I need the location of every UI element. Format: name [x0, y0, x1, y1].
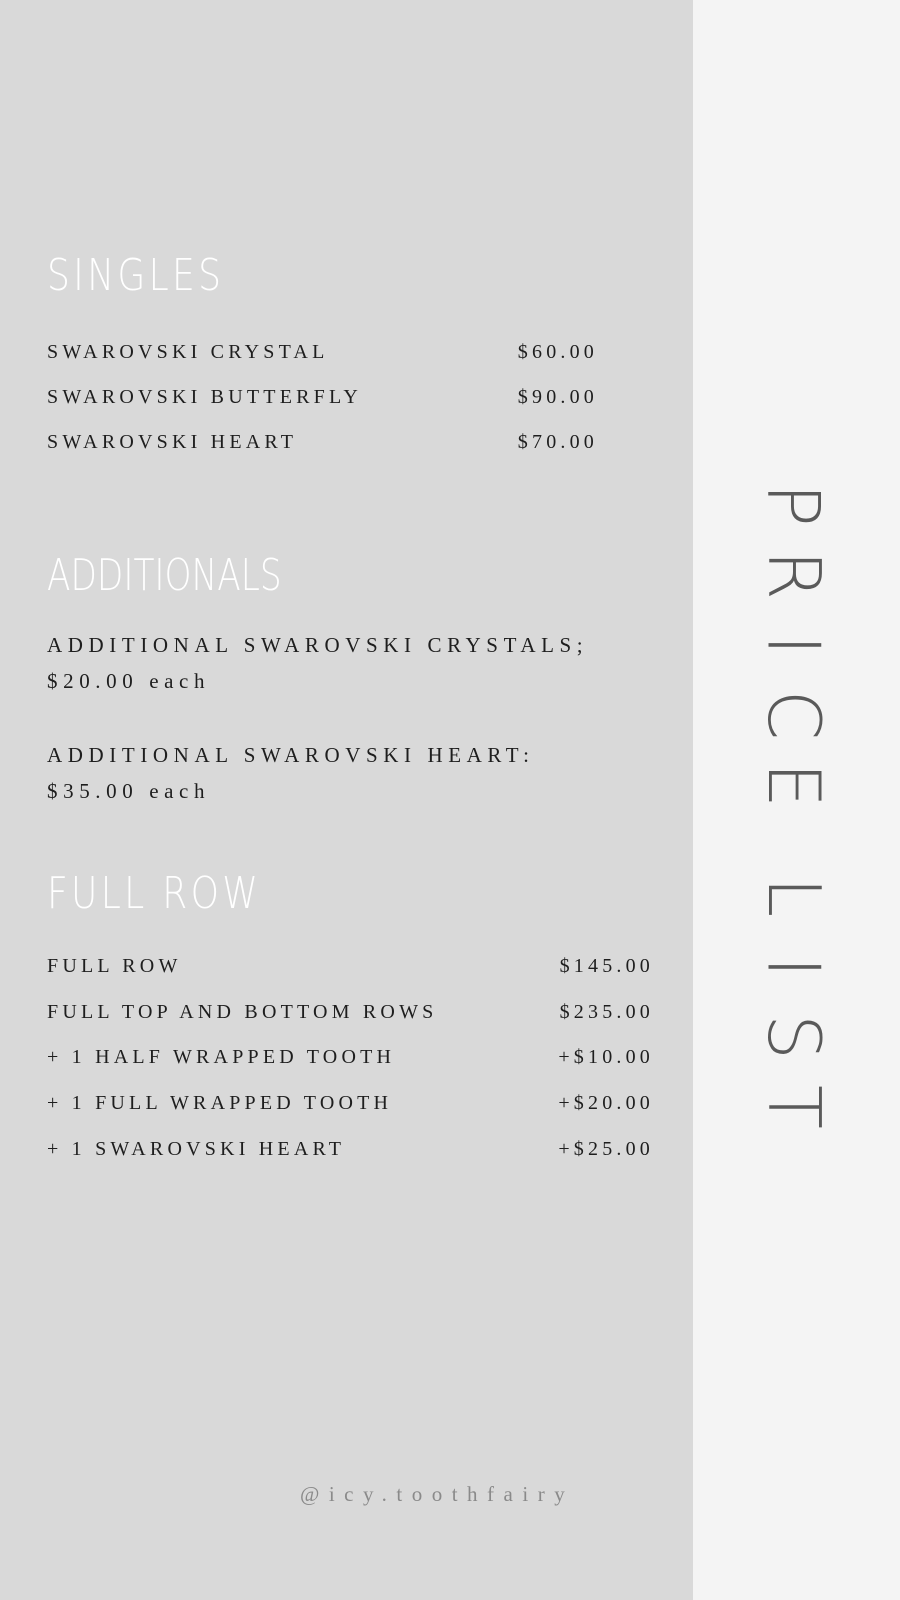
title-letter: S — [751, 1014, 836, 1060]
price-row-swarovski-crystal — [47, 341, 598, 369]
additional-item-price: $20.00 each — [47, 669, 211, 693]
additional-crystals-text — [47, 627, 588, 699]
item-label: FULL ROW — [47, 955, 182, 977]
price-row-swarovski-heart-addon — [47, 1138, 654, 1166]
title-letter: P — [751, 483, 836, 527]
additional-item-name: ADDITIONAL SWAROVSKI CRYSTALS; — [47, 633, 589, 657]
price-row-swarovski-butterfly — [47, 386, 598, 414]
item-price: +$25.00 — [558, 1138, 654, 1160]
title-letter: R — [752, 549, 836, 601]
item-label: + 1 SWAROVSKI HEART — [47, 1138, 346, 1160]
title-letter: I — [751, 634, 836, 656]
title-letter: C — [752, 689, 836, 741]
additionals-heading: ADDITIONALS — [47, 550, 282, 601]
singles-heading: SINGLES — [47, 250, 225, 301]
additional-item-name: ADDITIONAL SWAROVSKI HEART: — [47, 743, 535, 767]
price-row-half-wrapped-tooth — [47, 1046, 654, 1074]
price-row-full-top-bottom — [47, 1001, 654, 1029]
title-letter: T — [751, 1085, 836, 1129]
title-letter: I — [751, 956, 836, 978]
item-price: +$20.00 — [558, 1092, 654, 1114]
social-handle: @icy.toothfairy — [300, 1482, 575, 1506]
item-price: $60.00 — [517, 341, 598, 363]
price-row-full-row — [47, 955, 654, 983]
item-label: + 1 HALF WRAPPED TOOTH — [47, 1046, 396, 1068]
item-price: $145.00 — [559, 955, 654, 977]
item-price: $70.00 — [517, 431, 598, 453]
price-row-full-wrapped-tooth — [47, 1092, 654, 1120]
item-price: +$10.00 — [558, 1046, 654, 1068]
additional-item-price: $35.00 each — [47, 779, 211, 803]
additional-heart-text — [47, 737, 535, 809]
item-price: $90.00 — [517, 386, 598, 408]
item-label: FULL TOP AND BOTTOM ROWS — [47, 1001, 438, 1023]
item-label: SWAROVSKI CRYSTAL — [47, 341, 329, 363]
item-label: + 1 FULL WRAPPED TOOTH — [47, 1092, 393, 1114]
price-list-vertical-title — [751, 470, 836, 1142]
full-row-heading: FULL ROW — [47, 868, 262, 919]
price-row-swarovski-heart — [47, 431, 598, 459]
item-label: SWAROVSKI HEART — [47, 431, 298, 453]
title-letter: E — [752, 762, 836, 808]
item-label: SWAROVSKI BUTTERFLY — [47, 386, 363, 408]
title-letter: L — [752, 876, 836, 918]
item-price: $235.00 — [559, 1001, 654, 1023]
